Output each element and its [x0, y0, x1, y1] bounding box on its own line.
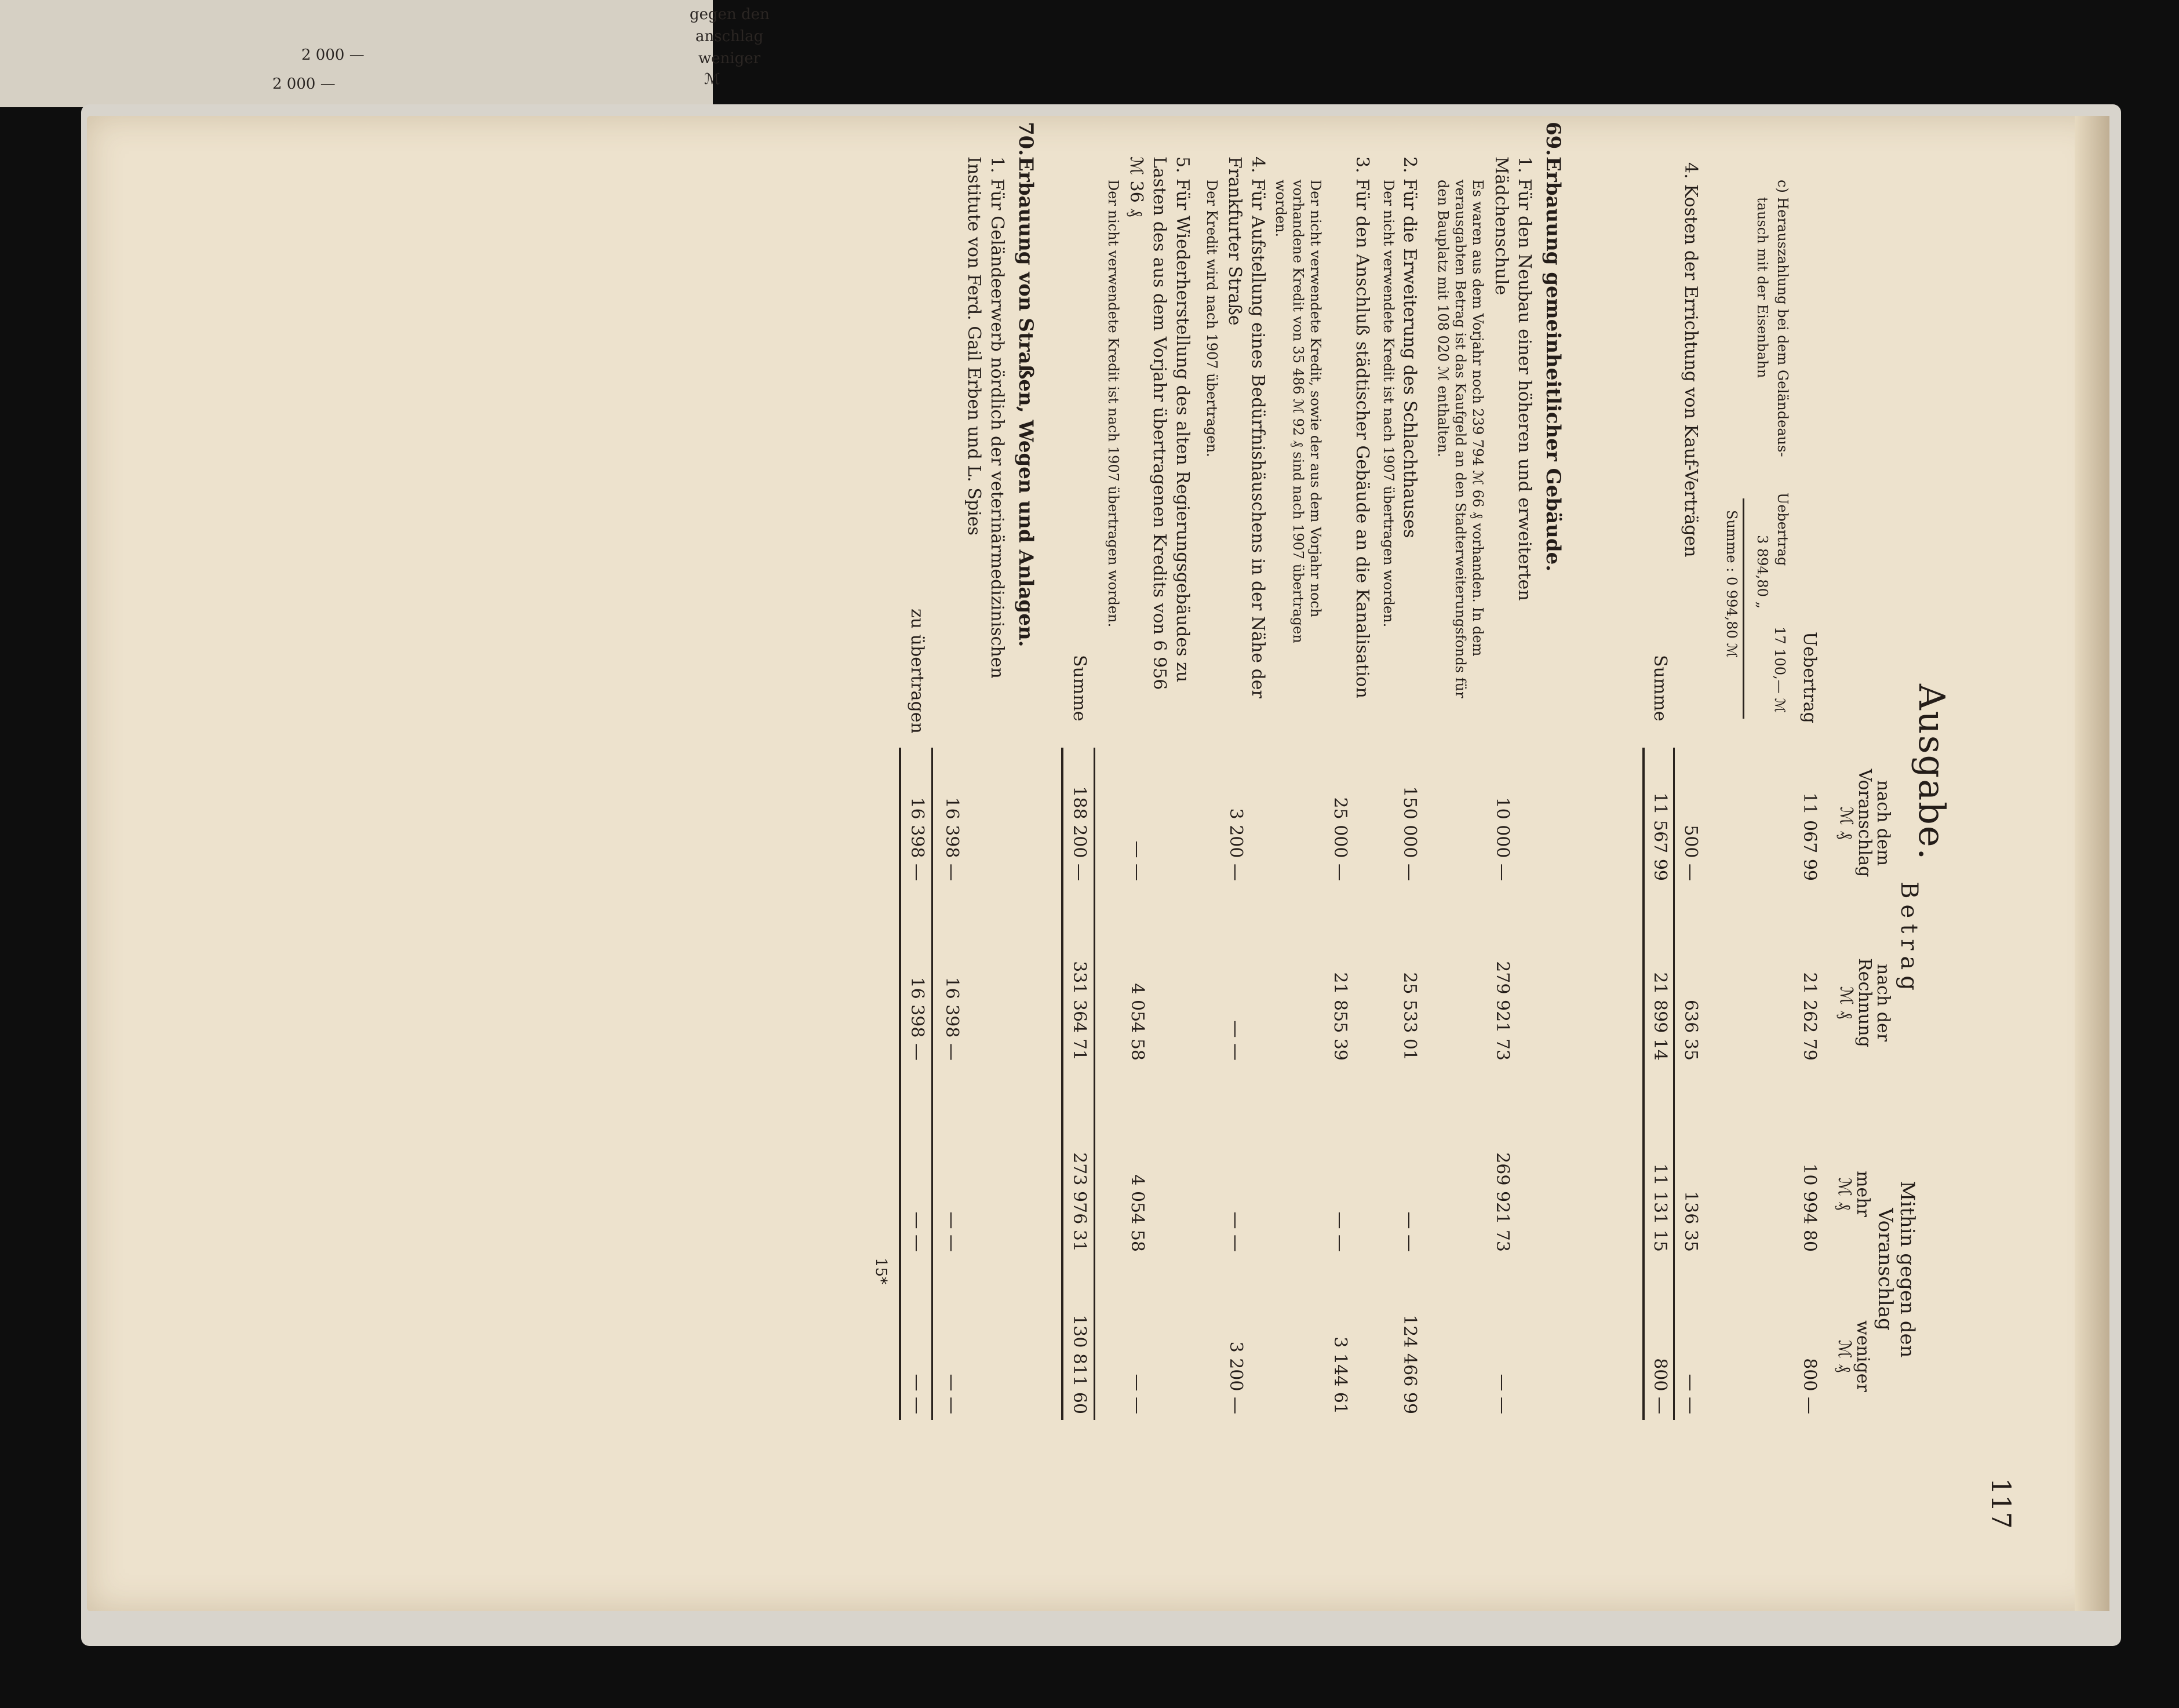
table-row	[942, 145, 1008, 1594]
header-mehr	[1835, 1119, 1872, 1269]
section-70-double-rule	[899, 748, 901, 1420]
row-label: Uebertrag	[1799, 632, 1820, 723]
row-mehr: 4 054 58	[1127, 1174, 1147, 1252]
section-70-number: 70.	[1014, 122, 1037, 156]
total-double-rule	[1642, 748, 1645, 1420]
row-rechnung: 4 054 58	[1127, 983, 1147, 1061]
table-row	[1225, 145, 1269, 1594]
row-rechnung: 25 533 01	[1400, 972, 1420, 1061]
header-rechnung	[1837, 927, 1892, 1078]
row-weniger: 124 466 99	[1400, 1314, 1420, 1414]
row-label: c) Herauszahlung bei dem Geländeaus-	[1774, 180, 1791, 457]
row-mehr: 10 994 80	[1799, 1163, 1820, 1252]
table-row	[1098, 145, 1121, 1594]
row-voranschlag: 25 000 —	[1330, 797, 1350, 881]
row-inner-value: 3 894,80 „	[1754, 535, 1770, 609]
row-label: 3. Für den Anschluß städtischer Gebäude an die Kanalisation	[1352, 156, 1372, 698]
total-rule	[1673, 748, 1675, 1420]
row-rechnung: 21 899 14	[1650, 972, 1670, 1061]
row-voranschlag: 3 200 —	[1226, 808, 1246, 881]
table-row	[1066, 145, 1090, 1594]
table-row	[1397, 145, 1420, 1594]
row-label: 4. Für Aufstellung eines Bedürfnishäuschens in der Nähe der Frankfurter Straße	[1225, 156, 1268, 698]
row-voranschlag: 150 000 —	[1400, 786, 1420, 881]
section-69-number: 69.	[1542, 122, 1565, 156]
row-voranschlag: 11 067 99	[1799, 792, 1820, 881]
prev-value-1: 2 000 —	[301, 46, 365, 64]
header-mehr-label: mehr	[1853, 1171, 1873, 1217]
prev-header-1: gegen den	[690, 6, 770, 23]
rotated-page-content	[104, 122, 2017, 1594]
row-rechnung: 636 35	[1681, 1000, 1701, 1061]
row-weniger: 800 —	[1650, 1358, 1670, 1414]
row-inner-uebertrag	[1765, 145, 1788, 1594]
table-row	[904, 145, 927, 1594]
row-mehr: 269 921 73	[1492, 1152, 1513, 1252]
header-mithin-line1: Mithin gegen den	[1896, 1181, 1919, 1358]
header-weniger-currency: ℳ ₰	[1834, 1339, 1854, 1373]
row-label: zu übertragen	[907, 609, 927, 734]
row-mehr: 136 35	[1681, 1191, 1701, 1252]
section-69-heading: Erbauung gemeinheitlicher Gebäude.	[1542, 156, 1565, 572]
prev-value-2: 2 000 —	[272, 75, 336, 93]
header-rechnung-line1: nach der	[1873, 963, 1893, 1042]
row-voranschlag: 16 398 —	[907, 797, 927, 881]
row-voranschlag: 500 —	[1681, 825, 1701, 881]
row-voranschlag: 188 200 —	[1069, 786, 1090, 881]
row-mehr: — —	[942, 1211, 962, 1252]
row-weniger: — —	[942, 1374, 962, 1414]
row-label: 2. Für die Erweiterung des Schlachthauses	[1400, 156, 1420, 538]
header-mehr-currency: ℳ ₰	[1834, 1177, 1854, 1211]
row-weniger: — —	[1127, 1374, 1147, 1414]
section-70-rule	[931, 748, 933, 1420]
row-label: 1. Für Geländeerwerb nördlich der veterinärmedizinischen Institute von Ferd. Gail Erben und L. Spies	[964, 156, 1007, 679]
table-row	[1678, 145, 1701, 1594]
row-rechnung: 16 398 —	[942, 977, 962, 1061]
table-row	[1373, 145, 1397, 1594]
row-mehr: 273 976 31	[1069, 1152, 1090, 1252]
row-label: 1. Für den Neubau einer höheren und erweiterten Mädchenschule	[1491, 156, 1535, 601]
row-weniger: 800 —	[1799, 1358, 1820, 1414]
section-70-heading: Erbauung von Straßen, Wegen und Anlagen.	[1014, 156, 1037, 647]
row-label: Summe	[1650, 655, 1670, 722]
row-weniger: 3 144 61	[1330, 1336, 1350, 1414]
row-label: Summe	[1069, 655, 1090, 722]
row-inner-value-uebertrag: 17 100,— ℳ	[1772, 627, 1788, 713]
row-note: Der Kredit wird nach 1907 übertragen.	[1204, 180, 1220, 457]
row-mehr: — —	[907, 1211, 927, 1252]
header-mithin	[1874, 1119, 1918, 1420]
row-weniger: — —	[1681, 1374, 1701, 1414]
row-weniger: 130 811 60	[1069, 1314, 1090, 1414]
row-rechnung: 21 855 39	[1330, 972, 1350, 1061]
row-label: Summe : 0 994,80 ℳ	[1723, 510, 1740, 658]
signature-mark: 15*	[872, 1258, 890, 1285]
row-mehr: 11 131 15	[1650, 1163, 1670, 1252]
table-row	[1273, 145, 1324, 1594]
row-note: Es waren aus dem Vorjahr noch 239 794 ℳ 66 ₰ vorhanden. In dem verausgabten Betrag ist das Kaufgeld an den Stadterweiterungsfonds für den Bauplatz mit 108 020 ℳ enthalten.	[1435, 180, 1486, 698]
header-voranschlag-line2: Voranschlag	[1854, 769, 1875, 877]
row-label: tausch mit der Eisenbahn	[1754, 197, 1770, 378]
row-rechnung: 279 921 73	[1492, 961, 1513, 1061]
header-weniger-label: weniger	[1853, 1320, 1873, 1392]
prev-header-3: weniger	[698, 50, 761, 67]
row-mehr: — —	[1400, 1211, 1420, 1252]
page-number: 117	[1985, 1478, 2017, 1529]
row-label: 4. Kosten der Errichtung von Kauf-Verträgen	[1681, 162, 1701, 558]
header-rechnung-currency: ℳ ₰	[1836, 986, 1856, 1019]
row-note: Der nicht verwendete Kredit ist nach 1907 übertragen worden.	[1105, 180, 1121, 628]
row-voranschlag: 16 398 —	[942, 797, 962, 881]
row-rechnung: — —	[1226, 1020, 1246, 1061]
section-69-double-rule	[1061, 748, 1063, 1420]
row-rechnung: 331 364 71	[1069, 961, 1090, 1061]
row-weniger: 3 200 —	[1226, 1341, 1246, 1414]
row-voranschlag: — —	[1127, 840, 1147, 881]
prev-header-2: anschlag	[695, 28, 764, 45]
table-row	[1491, 145, 1536, 1594]
header-voranschlag	[1837, 748, 1892, 898]
row-voranschlag: 10 000 —	[1492, 797, 1513, 881]
previous-page-fragment	[0, 0, 770, 107]
subtotal-rule	[1743, 498, 1744, 719]
header-rechnung-line2: Rechnung	[1854, 958, 1875, 1047]
table-row	[1330, 145, 1373, 1594]
row-weniger: — —	[907, 1374, 927, 1414]
row-rechnung: 16 398 —	[907, 977, 927, 1061]
row-label: 5. Für Wiederherstellung des alten Regierungsgebäudes zu Lasten des aus dem Vorjahr übertragenen Kredits von 6 956 ℳ 36 ₰	[1126, 156, 1193, 690]
header-voranschlag-line1: nach dem	[1873, 780, 1893, 866]
row-note: Der nicht verwendete Kredit, sowie der aus dem Vorjahr noch vorhandene Kredit von 35 486 ℳ 92 ₰ sind nach 1907 übertragen worden.	[1273, 180, 1324, 643]
row-voranschlag: 11 567 99	[1650, 792, 1670, 881]
table-row	[1435, 145, 1486, 1594]
header-weniger	[1835, 1281, 1872, 1432]
table-row	[1717, 145, 1740, 1594]
section-69-rule	[1094, 748, 1095, 1420]
table-row	[1197, 145, 1220, 1594]
row-mehr: — —	[1226, 1211, 1246, 1252]
table-row	[1797, 145, 1820, 1594]
page-title: Ausgabe.	[1911, 684, 1953, 861]
prev-header-4: ℳ	[704, 71, 720, 88]
table-row	[1126, 145, 1194, 1594]
row-mehr: — —	[1330, 1211, 1350, 1252]
row-weniger: — —	[1492, 1374, 1513, 1414]
header-betrag: Betrag	[1896, 882, 1922, 996]
header-voranschlag-currency: ℳ ₰	[1836, 806, 1856, 840]
row-rechnung: 21 262 79	[1799, 972, 1820, 1061]
row-label: Uebertrag	[1774, 493, 1791, 566]
row-note: Der nicht verwendete Kredit ist nach 1907 übertragen worden.	[1380, 180, 1397, 628]
table-row	[1647, 145, 1670, 1594]
page-edge	[2075, 116, 2109, 1611]
header-mithin-line2: Voranschlag	[1874, 1208, 1897, 1331]
